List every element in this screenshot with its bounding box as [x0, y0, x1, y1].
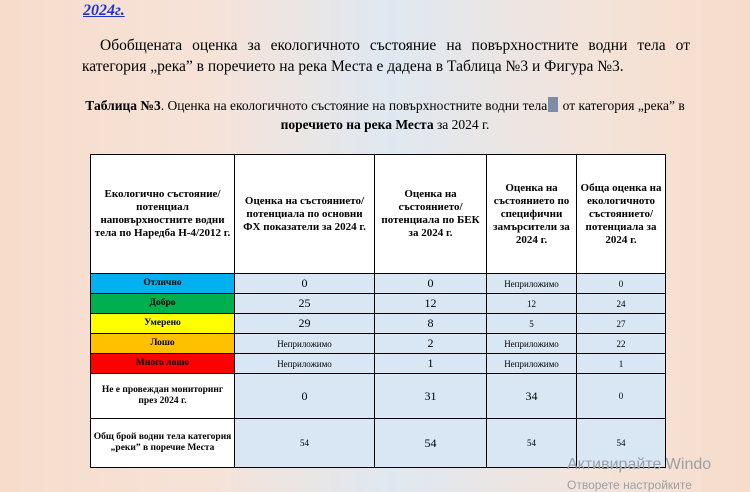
- caption-label: Таблица №3: [85, 98, 161, 113]
- table-row: [91, 354, 666, 374]
- table-row: [91, 334, 666, 354]
- table-cell: 54: [487, 419, 577, 468]
- table-cell: Неприложимо: [487, 274, 577, 294]
- table-cell: Неприложимо: [487, 334, 577, 354]
- table-cell: 22: [577, 334, 666, 354]
- table-row: [91, 374, 666, 419]
- row-status-label: Много лошо: [91, 354, 235, 374]
- row-status-label: Умерено: [91, 314, 235, 334]
- table-cell: 25: [235, 294, 375, 314]
- table-cell: 54: [375, 419, 487, 468]
- row-status-label: Общ брой водни тела категория „реки” в поречие Места: [91, 419, 235, 468]
- windows-activation-subtext: Отворете настройките: [567, 478, 692, 492]
- table-cell: 2: [375, 334, 487, 354]
- caption-text-1: . Оценка на екологичното състояние на повърхностните водни тела: [160, 98, 548, 113]
- table-row: [91, 314, 666, 334]
- caption-text-2: от категория „река” в: [559, 98, 685, 113]
- table-cell: Неприложимо: [235, 354, 375, 374]
- windows-activation-watermark: Активирайте Windo: [567, 456, 712, 473]
- row-status-label: Лошо: [91, 334, 235, 354]
- row-status-label: Добро: [91, 294, 235, 314]
- ecological-status-table: [90, 154, 666, 468]
- table-row: [91, 294, 666, 314]
- table-cell: Неприложимо: [487, 354, 577, 374]
- table-cell: 0: [235, 274, 375, 294]
- table-cell: 29: [235, 314, 375, 334]
- header-physicochemical: Оценка на състоянието/ потенциала по основни ФХ показатели за 2024 г.: [235, 155, 375, 274]
- table-cell: 0: [577, 274, 666, 294]
- table-cell: 27: [577, 314, 666, 334]
- row-status-label: Отлично: [91, 274, 235, 294]
- table-cell: 34: [487, 374, 577, 419]
- intro-paragraph: Обобщената оценка за екологичното състояние на повърхностните водни тела от категория „река” в поречието на река Места е дадена в Таблица №3 и Фигура №3.: [82, 37, 690, 75]
- table-header-row: [91, 155, 666, 274]
- table-cell: Неприложимо: [235, 334, 375, 354]
- header-overall: Обща оценка на екологичното състоянието/ потенциала за 2024 г.: [577, 155, 666, 274]
- table-cell: 24: [577, 294, 666, 314]
- row-status-label: Не е провеждан мониторинг през 2024 г.: [91, 374, 235, 419]
- caption-text-3: за 2024 г.: [433, 117, 490, 132]
- table-cell: 0: [375, 274, 487, 294]
- table-cell: 1: [375, 354, 487, 374]
- table-cell: 5: [487, 314, 577, 334]
- table-cell: 12: [487, 294, 577, 314]
- table-cell: 12: [375, 294, 487, 314]
- header-status-class: Екологично състояние/потенциал наповърхностните водни тела по Наредба Н-4/2012 г.: [91, 155, 235, 274]
- caption-bold-basin: поречието на река Места: [280, 117, 434, 132]
- text-cursor-highlight: [548, 97, 558, 112]
- table-cell: 54: [235, 419, 375, 468]
- header-specific-pollutants: Оценка на състоянието по специфични замърсители за 2024 г.: [487, 155, 577, 274]
- header-bek: Оценка на състоянието/ потенциала по БЕК за 2024 г.: [375, 155, 487, 274]
- table-cell: 8: [375, 314, 487, 334]
- table-cell: 54: [577, 419, 666, 468]
- table-caption: [80, 96, 690, 134]
- section-year-heading: 2024г.: [83, 2, 125, 19]
- table-cell: 0: [577, 374, 666, 419]
- table-body: [91, 274, 666, 468]
- table-cell: 1: [577, 354, 666, 374]
- table-row: [91, 274, 666, 294]
- table-cell: 0: [235, 374, 375, 419]
- table-cell: 31: [375, 374, 487, 419]
